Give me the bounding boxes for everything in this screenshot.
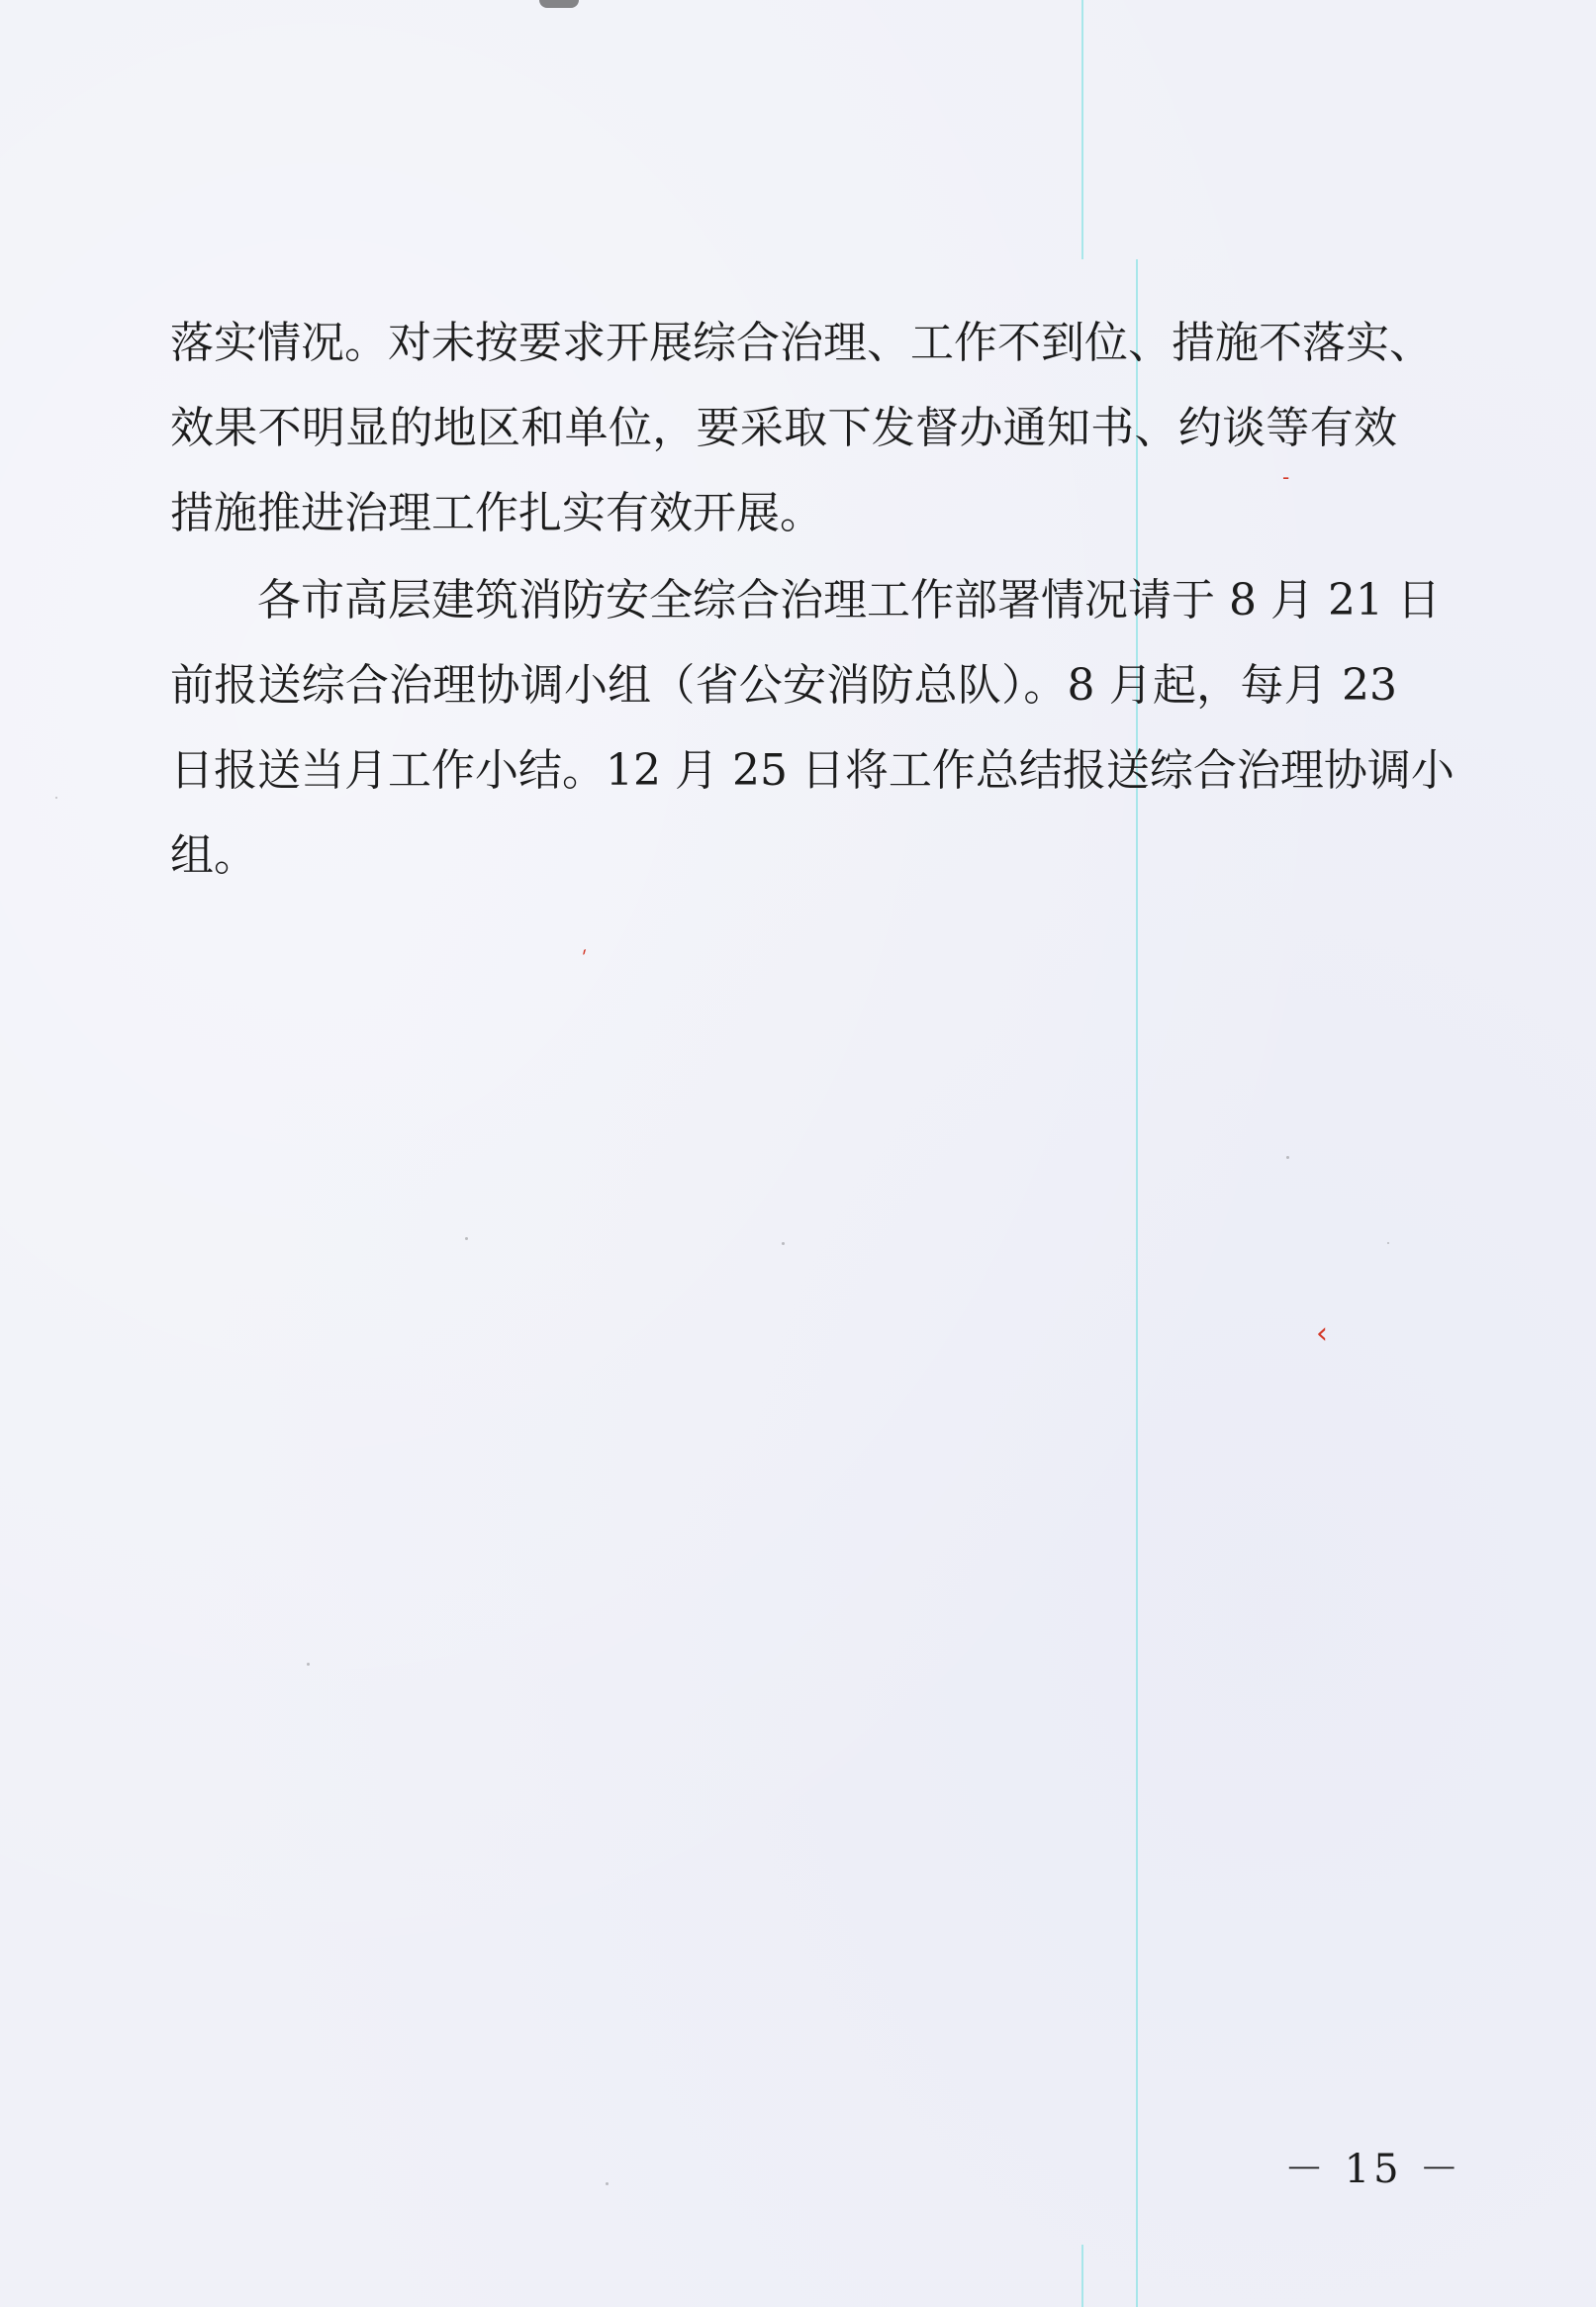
text-line: 措施推进治理工作扎实有效开展。	[170, 488, 823, 538]
body-text	[170, 301, 1455, 899]
scan-line-bottom	[1081, 2245, 1083, 2307]
text-line: 组。	[170, 830, 257, 881]
scan-line-upper	[1081, 0, 1083, 259]
text-line: 效果不明显的地区和单位，要采取下发督办通知书、约谈等有效	[170, 403, 1397, 453]
red-ink-bracket: ‹	[1316, 1316, 1328, 1351]
text-line: 前报送综合治理协调小组（省公安消防总队）。8 月起，每月 23	[170, 660, 1397, 711]
text-line: 各市高层建筑消防安全综合治理工作部署情况请于 8 月 21 日	[257, 575, 1441, 625]
red-ink-tick: ˊ	[577, 946, 598, 975]
paragraph-1	[170, 301, 1433, 556]
binding-hole-mark	[539, 0, 579, 8]
paragraph-2	[170, 558, 1455, 899]
text-line: 落实情况。对未按要求开展综合治理、工作不到位、措施不落实、	[170, 318, 1433, 368]
page-number: － 15 －	[1284, 2147, 1463, 2192]
text-line: 日报送当月工作小结。12 月 25 日将工作总结报送综合治理协调小	[170, 745, 1455, 796]
red-ink-dash: -	[1282, 465, 1290, 489]
